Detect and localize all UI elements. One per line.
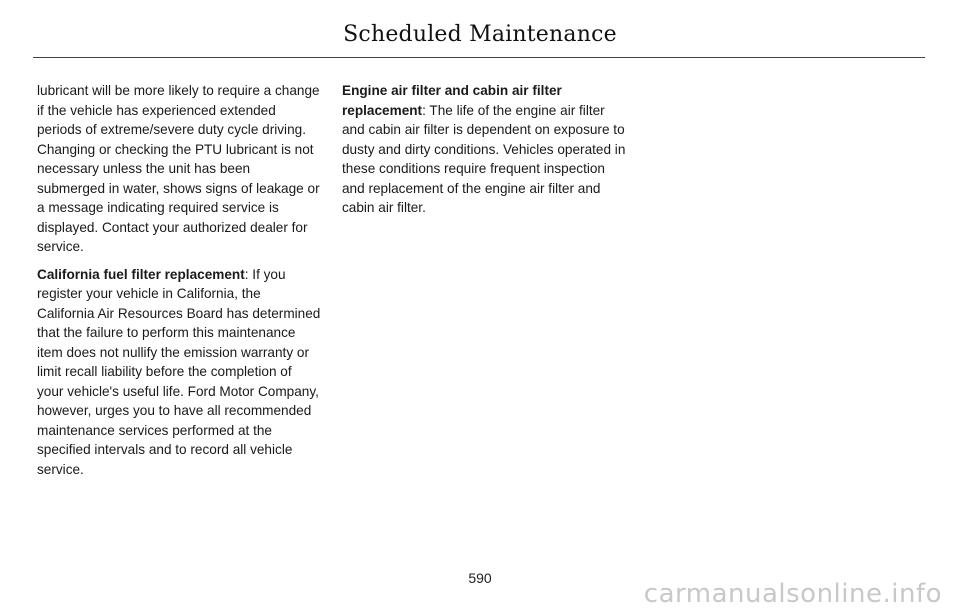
air-filter-text: : The life of the engine air filter and cabin air filter is dependent on exposure to dusty and dirty conditions. Vehicles operated in these conditions require frequent inspection and replacement of the engine air filter and cabin air filter. [342, 102, 626, 215]
right-column [342, 81, 626, 226]
california-fuel-filter-paragraph [37, 265, 321, 480]
page-number: 590 [468, 570, 492, 586]
left-column [37, 81, 321, 487]
california-fuel-filter-text: : If you register your vehicle in California, the California Air Resources Board has determined that the failure to perform this maintenance item does not nullify the emission warranty or limit recall liability before the completion of your vehicle's useful life. Ford Motor Company, however, urges you to have all recommended maintenance services performed at the specified intervals and to record all vehicle service. [37, 266, 321, 477]
california-fuel-filter-term: California fuel filter replacement [37, 266, 245, 282]
ptu-lubricant-paragraph [37, 81, 321, 257]
air-filter-paragraph [342, 81, 626, 218]
page-title: Scheduled Maintenance [343, 22, 617, 47]
watermark: carmanualsonline.info [643, 579, 942, 609]
air-filter-term: Engine air filter and cabin air filter replacement [342, 83, 562, 118]
ptu-lubricant-text: lubricant will be more likely to require a change if the vehicle has experienced extended periods of extreme/severe duty cycle driving. Changing or checking the PTU lubricant is not necessary unless the unit has been submerged in water, shows signs of leakage or a message indicating required service is displayed. Contact your authorized dealer for service. [37, 83, 320, 254]
header-divider [33, 57, 925, 58]
